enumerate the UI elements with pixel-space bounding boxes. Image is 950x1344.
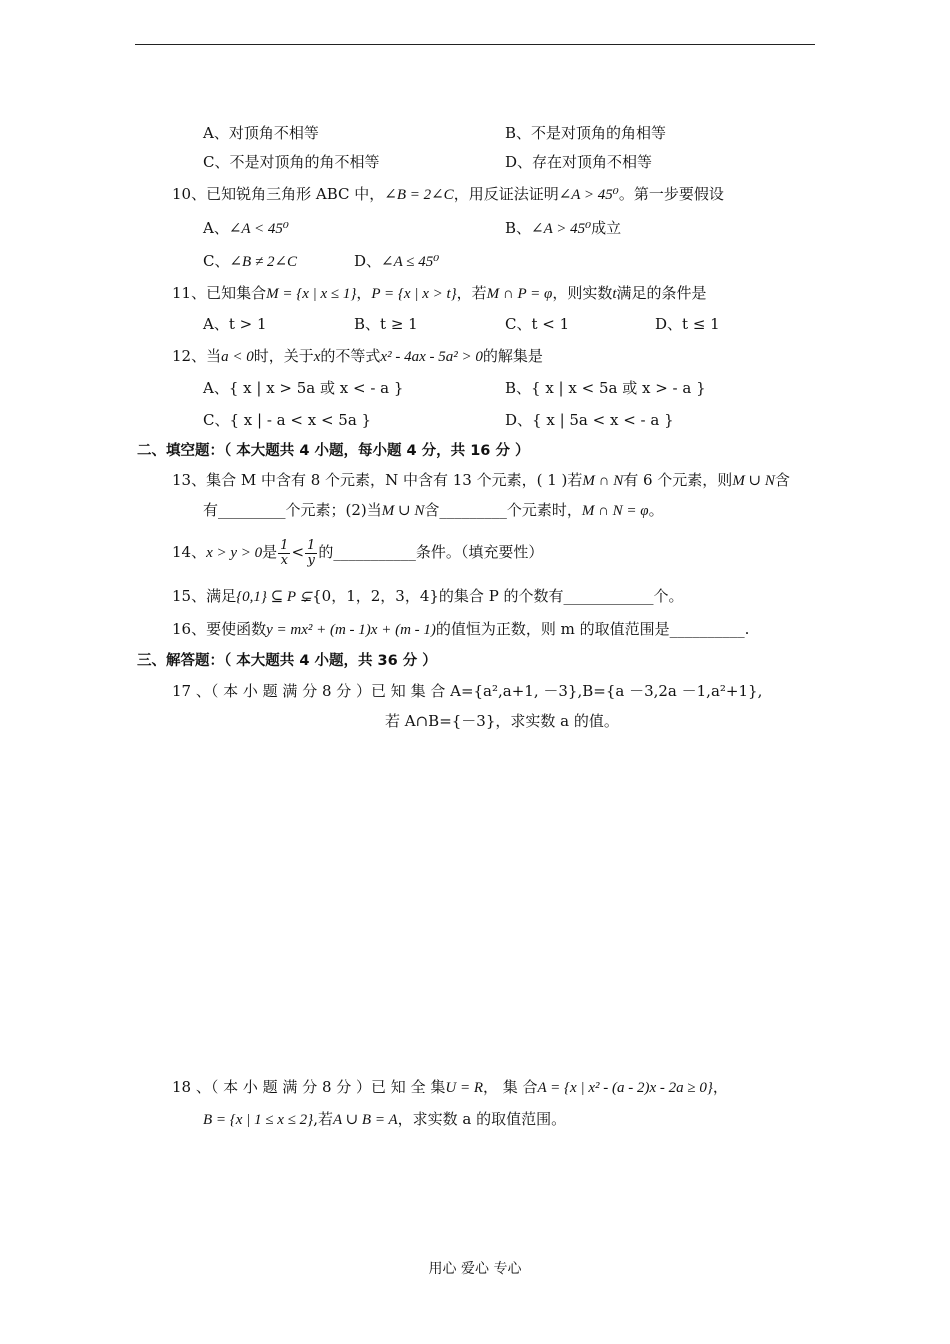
q11-stem: 11、已知集合M = {x | x ≤ 1}，P = {x | x > t}，若M ∩ P = φ，则实数t满足的条件是 (172, 284, 707, 302)
q10-option-d: D、∠A ≤ 45⁰ (354, 252, 440, 270)
q11-option-c: C、t < 1 (505, 315, 570, 333)
q18-line2: B = {x | 1 ≤ x ≤ 2},若A ∪ B = A，求实数 a 的取值范围。 (203, 1110, 567, 1128)
fraction-1-over-y: $\frac{1}{y}$ (307, 537, 316, 568)
q14-line: 14、x > y > 0是 $\frac{1}{x}$ < $\frac{1}{y}$ 的___________条件。（填充要性） (172, 537, 544, 568)
q17-line2: 若 A∩B={－3}，求实数 a 的值。 (385, 712, 619, 730)
q10-stem: 10、已知锐角三角形 ABC 中，∠B = 2∠C，用反证法证明∠A > 45⁰。第一步要假设 (172, 185, 724, 203)
q9-option-a: A、对顶角不相等 (203, 124, 319, 142)
q18-line1: 18 、（ 本 小 题 满 分 8 分 ）已 知 全 集U = R， 集 合A = {x | x² - (a - 2)x - 2a ≥ 0}， (172, 1078, 728, 1096)
q12-option-b: B、{ x | x < 5a 或 x > - a } (505, 379, 706, 397)
q10-option-c: C、∠B ≠ 2∠C (203, 252, 298, 270)
q17-line1: 17 、（ 本 小 题 满 分 8 分 ）已 知 集 合 A={a²,a+1, －3},B={a －3,2a －1,a²+1}, (172, 682, 763, 700)
q13-line2: 有_________个元素；(2)当M ∪ N含_________个元素时，M ∩ N = φ。 (203, 501, 664, 519)
q9-option-b: B、不是对顶角的角相等 (505, 124, 667, 142)
section-fill-in-heading: 二、填空题：（ 本大题共 4 小题，每小题 4 分，共 16 分 ） (137, 443, 530, 459)
header-rule (135, 44, 815, 45)
q9-option-c: C、不是对顶角的角不相等 (203, 153, 380, 171)
section-answer-heading: 三、解答题：（ 本大题共 4 小题，共 36 分 ） (137, 653, 437, 669)
q12-option-a: A、{ x | x > 5a 或 x < - a } (203, 379, 404, 397)
q15-line: 15、满足{0,1} ⊆ P ⊊{0，1，2，3，4}的集合 P 的个数有____________个。 (172, 587, 684, 605)
q11-option-d: D、t ≤ 1 (655, 315, 720, 333)
q10-option-b: B、∠A > 45⁰成立 (505, 219, 622, 237)
q12-stem: 12、当a < 0时，关于x的不等式x² - 4ax - 5a² > 0的解集是 (172, 347, 543, 365)
q13-line1: 13、集合 M 中含有 8 个元素，N 中含有 13 个元素，( 1 )若M ∩ N有 6 个元素，则M ∪ N含 (172, 471, 790, 489)
q11-option-a: A、t > 1 (203, 315, 267, 333)
q11-option-b: B、t ≥ 1 (354, 315, 418, 333)
q10-option-a: A、∠A < 45⁰ (203, 219, 289, 237)
q9-option-d: D、存在对顶角不相等 (505, 153, 653, 171)
q12-option-c: C、{ x | - a < x < 5a } (203, 411, 372, 429)
fraction-1-over-x: $\frac{1}{x}$ (280, 537, 289, 568)
q16-line: 16、要使函数y = mx² + (m - 1)x + (m - 1)的值恒为正数，则 m 的取值范围是__________. (172, 620, 750, 638)
q12-option-d: D、{ x | 5a < x < - a } (505, 411, 674, 429)
page-footer: 用心 爱心 专心 (428, 1261, 522, 1277)
